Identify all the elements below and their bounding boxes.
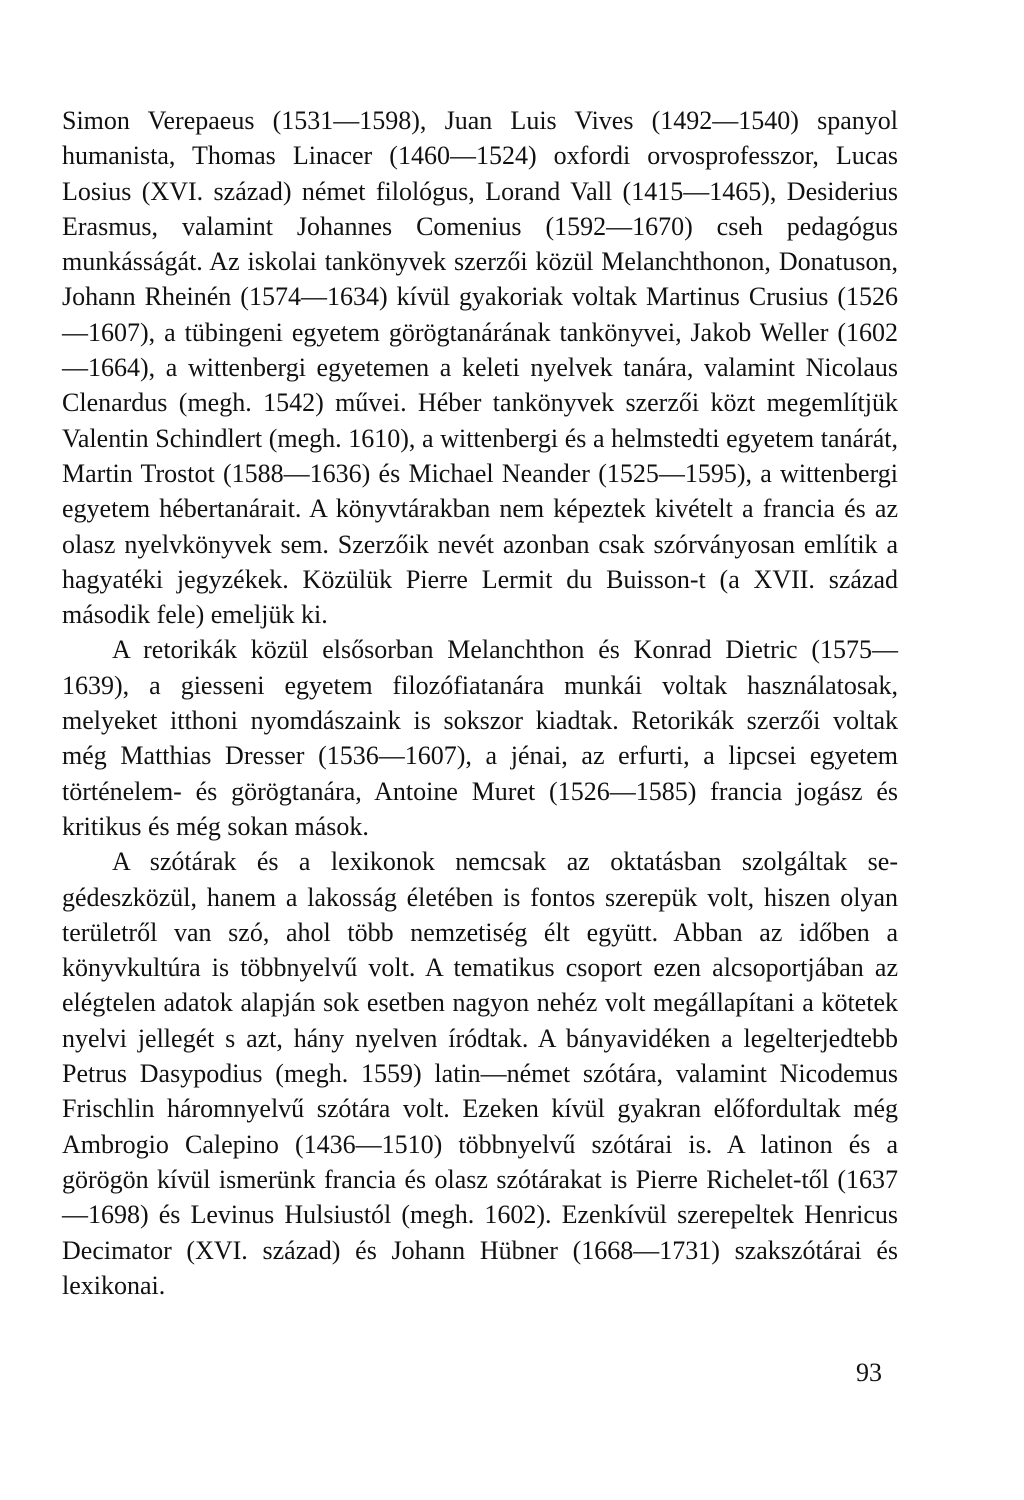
page-number: 93 bbox=[856, 1358, 882, 1387]
paragraph-1: Simon Verepaeus (1531—1598), Juan Luis Vives (1492—1540) spanyol humanista, Thomas Linacer (1460—1524) oxfordi orvosprofesszor, Lucas Losius (XVI. század) német filológus, Lorand Vall (1415—1465), Desiderius Erasmus, valamint Johannes Comenius (1592—1670) cseh pedagógus munkásságát. Az iskolai tankönyvek szerzői közül Melanchthonon, Donatuson, Johann Rheinén (1574—1634) kívül gyakoriak voltak Martinus Crusius (1526—1607), a tübingeni egyetem görögtanárának tankönyvei, Jakob Weller (1602—1664), a wittenbergi egyetemen a keleti nyelvek tanára, valamint Nicolaus Clenardus (megh. 1542) művei. Héber tankönyvek szerzői közt megemlítjük Valentin Schindlert (megh. 1610), a wittenbergi és a helmstedti egyetem tanárát, Martin Trostot (1588—1636) és Michael Neander (1525—1595), a wittenbergi egyetem hébertanárait. A könyvtárakban nem képeztek kivételt a francia és az olasz nyelvkönyvek sem. Szerzőik nevét azonban csak szórványosan említik a hagyatéki jegyzékek. Közülük Pierre Lermit du Buisson-t (a XVII. század második fele) emeljük ki. bbox=[62, 106, 898, 630]
page-body bbox=[62, 103, 898, 1303]
paragraph-2: A retorikák közül elsősorban Melanchthon és Konrad Dietric (1575—1639), a giesseni egyetem filozófiatanára munkái voltak használatosak, melyeket itthoni nyomdászaink is sokszor kiadtak. Retorikák szerzői voltak még Matthias Dresser (1536—1607), a jénai, az erfurti, a lipcsei egyetem történelem- és görögtanára, Antoine Muret (1526—1585) francia jogász és kritikus és még sokan mások. bbox=[62, 635, 898, 841]
paragraph-3: A szótárak és a lexikonok nemcsak az oktatásban szolgáltak segédeszközül, hanem a lakosság életében is fontos szerepük volt, hiszen olyan területről van szó, ahol több nemzetiség élt együtt. Abban az időben a könyvkultúra is többnyelvű volt. A tematikus csoport ezen alcsoportjában az elégtelen adatok alapján sok esetben nagyon nehéz volt megállapítani a kötetek nyelvi jellegét s azt, hány nyelven íródtak. A bányavidéken a legelterjedtebb Petrus Dasypodius (megh. 1559) latin—német szótára, valamint Nicodemus Frischlin háromnyelvű szótára volt. Ezeken kívül gyakran előfordultak még Ambrogio Calepino (1436—1510) többnyelvű szótárai is. A latinon és a görögön kívül ismerünk francia és olasz szótárakat is Pierre Richelet-től (1637—1698) és Levinus Hulsiustól (megh. 1602). Ezenkívül szerepeltek Henricus Decimator (XVI. század) és Johann Hübner (1668—1731) szakszótárai és lexikonai. bbox=[62, 847, 898, 1300]
